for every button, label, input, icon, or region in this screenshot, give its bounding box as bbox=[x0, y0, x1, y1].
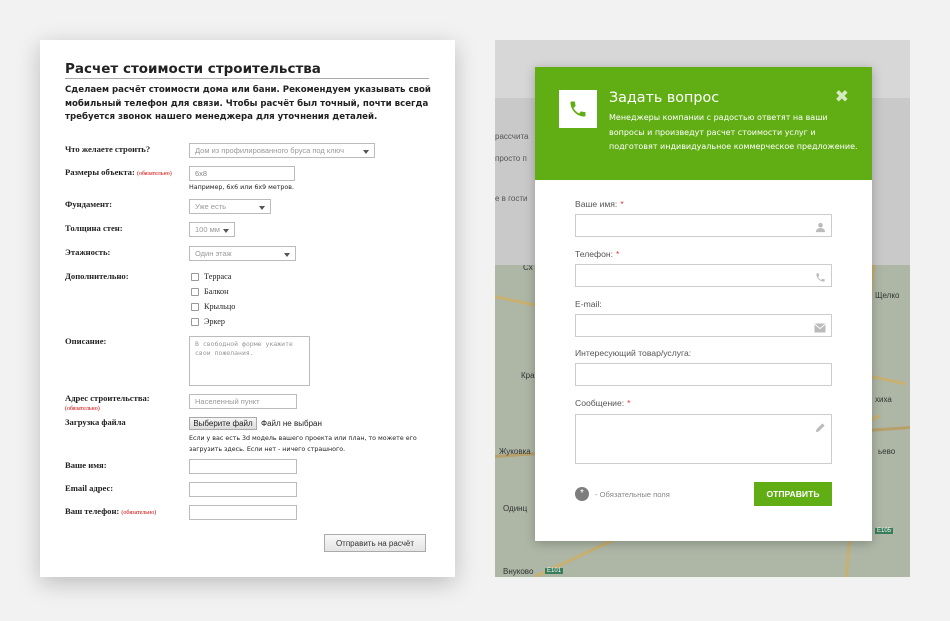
map-route-badge: E101 bbox=[547, 568, 562, 574]
map-label: хиха bbox=[875, 395, 892, 404]
extra-porch-label: Крыльцо bbox=[204, 302, 236, 311]
choose-file-button[interactable]: Выберите файл bbox=[189, 417, 257, 430]
send-button[interactable]: ОТПРАВИТЬ bbox=[754, 482, 832, 506]
address-required-mark: (обязательно) bbox=[65, 406, 100, 412]
modal-name-label bbox=[575, 199, 624, 209]
wall-select[interactable] bbox=[189, 222, 235, 237]
desc-label: Описание: bbox=[65, 336, 107, 346]
wall-label: Толщина стен: bbox=[65, 223, 123, 233]
modal-email-input[interactable] bbox=[575, 314, 832, 337]
map-label: Одинц bbox=[503, 504, 528, 513]
calc-form-panel bbox=[40, 40, 455, 577]
floors-select-value: Один этаж bbox=[195, 249, 232, 258]
map-label: Жуковка bbox=[499, 447, 531, 456]
modal-product-input[interactable] bbox=[575, 363, 832, 386]
email-input[interactable] bbox=[189, 482, 297, 497]
foundation-label: Фундамент: bbox=[65, 199, 112, 209]
form-intro: Сделаем расчёт стоимости дома или бани. Рекомендуем указывать свой мобильный телефон для связи. Чтобы расчёт был точный, почти всегда требуется звонок нашего менеджера для уточнения деталей. bbox=[65, 85, 431, 122]
desc-textarea[interactable] bbox=[189, 336, 310, 386]
modal-phone-label-text: Телефон: bbox=[575, 249, 614, 259]
extra-balcony-label: Балкон bbox=[204, 287, 229, 296]
extra-label: Дополнительно: bbox=[65, 271, 129, 281]
floors-select[interactable] bbox=[189, 246, 296, 261]
foundation-select-value: Уже есть bbox=[195, 202, 227, 211]
close-icon[interactable]: ✖ bbox=[834, 87, 849, 107]
user-icon bbox=[815, 220, 826, 238]
modal-message-label bbox=[575, 398, 631, 408]
envelope-icon bbox=[814, 320, 826, 338]
required-note bbox=[575, 487, 670, 501]
required-star: * bbox=[620, 199, 624, 209]
file-label: Загрузка файла bbox=[65, 417, 126, 427]
extra-bay-label: Эркер bbox=[204, 317, 226, 326]
size-input[interactable] bbox=[189, 166, 295, 181]
phone-label-text: Ваш телефон: bbox=[65, 506, 120, 516]
size-hint: Например, 6х6 или 6х9 метров. bbox=[189, 184, 294, 191]
modal-title: Задать вопрос bbox=[609, 90, 720, 106]
phone-label bbox=[65, 506, 156, 516]
phone-small-icon bbox=[815, 270, 826, 288]
file-hint: Если у вас есть 3d модель вашего проекта или план, то можете его загрузить здесь. Если нет - ничего страшного. bbox=[189, 435, 417, 453]
required-star-icon: * bbox=[575, 487, 589, 501]
title-divider bbox=[65, 78, 429, 79]
required-star: * bbox=[616, 249, 620, 259]
map-label: Щелко bbox=[875, 291, 900, 300]
extra-checkbox-porch[interactable] bbox=[191, 303, 199, 311]
file-status: Файл не выбран bbox=[261, 419, 322, 428]
modal-name-label-text: Ваше имя: bbox=[575, 199, 618, 209]
modal-header bbox=[535, 67, 872, 180]
email-label: Email адрес: bbox=[65, 483, 114, 493]
required-star: * bbox=[627, 398, 631, 408]
phone-required-mark: (обязательно) bbox=[121, 510, 157, 516]
name-label: Ваше имя: bbox=[65, 460, 107, 470]
size-label-text: Размеры объекта: bbox=[65, 167, 135, 177]
address-label bbox=[65, 394, 150, 414]
required-note-text: - Обязательные поля bbox=[595, 489, 670, 499]
what-select-value: Дом из профилированного бруса под ключ bbox=[195, 146, 345, 155]
pencil-icon bbox=[815, 420, 826, 438]
map-label: Кра bbox=[521, 371, 535, 380]
extra-terrace-label: Терраса bbox=[204, 272, 232, 281]
map-route-badge: E105 bbox=[877, 528, 892, 534]
page-text-1: рассчита bbox=[495, 132, 529, 141]
ask-question-modal bbox=[535, 67, 872, 541]
map-label: Внуково bbox=[503, 567, 534, 576]
modal-screen-panel bbox=[495, 40, 910, 577]
address-placeholder: Населенный пункт bbox=[195, 397, 260, 406]
extra-checkbox-terrace[interactable] bbox=[191, 273, 199, 281]
desc-placeholder: В свободной форме укажите свои пожелания. bbox=[195, 340, 293, 357]
name-input[interactable] bbox=[189, 459, 297, 474]
size-label bbox=[65, 167, 172, 177]
modal-subtitle: Менеджеры компании с радостью ответят на ваши вопросы и произведут расчет стоимости услуг и подготовят индивидуальное коммерческое предложение. bbox=[609, 113, 858, 151]
map-label: ьево bbox=[878, 447, 896, 456]
form-title: Расчет стоимости строительства bbox=[65, 61, 321, 77]
modal-message-textarea[interactable] bbox=[575, 414, 832, 464]
modal-phone-label bbox=[575, 249, 619, 259]
modal-message-label-text: Сообщение: bbox=[575, 398, 625, 408]
page-text-3: е в гости bbox=[495, 194, 528, 203]
extra-checkbox-balcony[interactable] bbox=[191, 288, 199, 296]
modal-name-input[interactable] bbox=[575, 214, 832, 237]
size-input-value: 6x8 bbox=[195, 169, 208, 178]
wall-select-value: 100 мм bbox=[195, 225, 220, 234]
address-label-text: Адрес строительства: bbox=[65, 393, 150, 403]
what-select[interactable] bbox=[189, 143, 375, 158]
phone-input[interactable] bbox=[189, 505, 297, 520]
floors-label: Этажность: bbox=[65, 247, 111, 257]
phone-icon bbox=[559, 90, 597, 128]
extra-checkbox-bay[interactable] bbox=[191, 318, 199, 326]
address-input[interactable] bbox=[189, 394, 297, 409]
map-label: Сх bbox=[523, 265, 533, 272]
page-text-2: просто п bbox=[495, 154, 527, 163]
modal-product-label: Интересующий товар/услуга: bbox=[575, 348, 692, 358]
modal-email-label: E-mail: bbox=[575, 299, 602, 309]
what-label: Что желаете строить? bbox=[65, 144, 151, 154]
submit-calc-button[interactable]: Отправить на расчёт bbox=[324, 534, 426, 552]
modal-phone-input[interactable] bbox=[575, 264, 832, 287]
size-required-mark: (обязательно) bbox=[136, 171, 172, 177]
foundation-select[interactable] bbox=[189, 199, 271, 214]
